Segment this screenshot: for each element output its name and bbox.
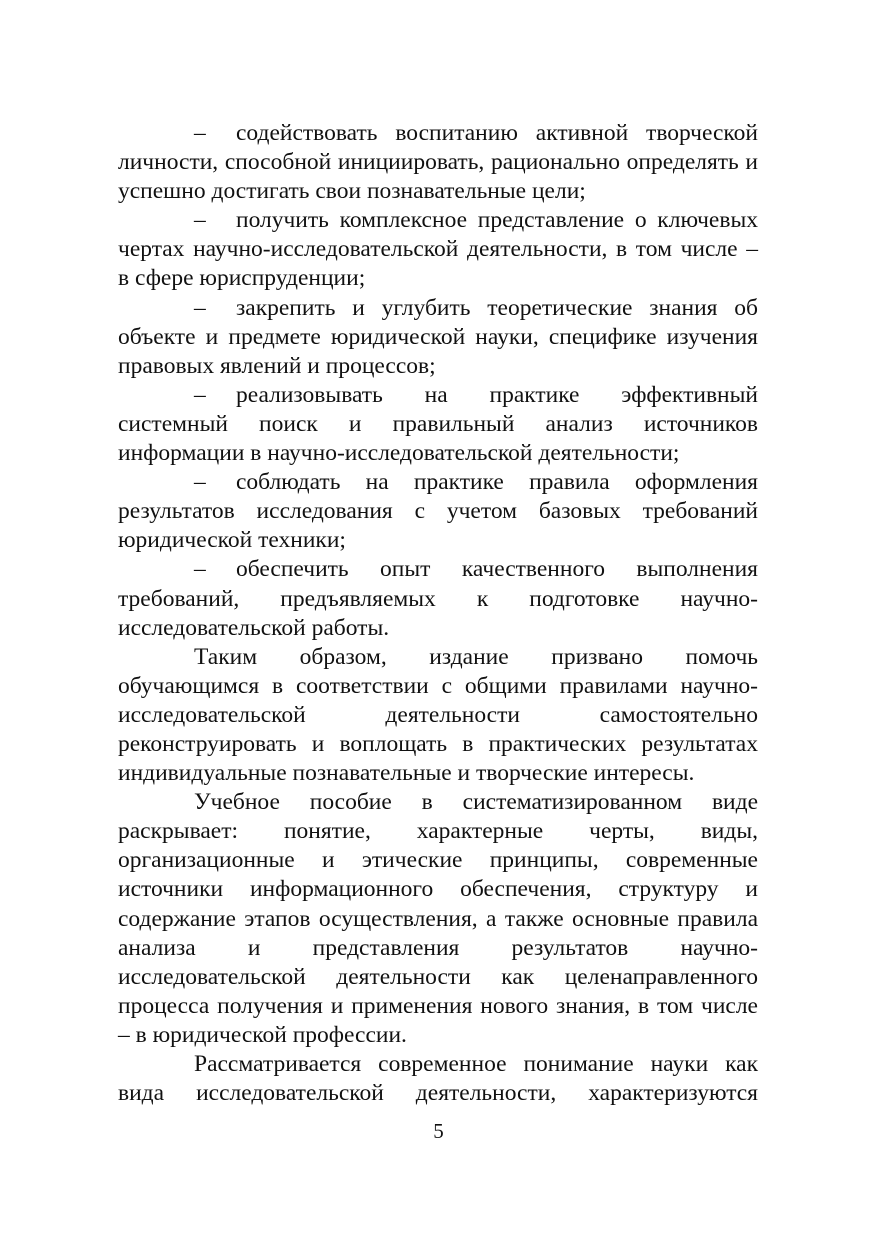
paragraph: Таким образом, издание призвано помочь обучающимся в соответствии с общими правилами научно-исследовательской деятельности самостоятельно реконструировать и воплощать в практических результатах индивидуальные познавательные и творческие интересы.: [118, 643, 758, 787]
bullet-dash: –: [194, 120, 206, 146]
bullet-text: закрепить и углубить теоретические знания об объекте и предмете юридической науки, специфике изучения правовых явлений и процессов;: [118, 294, 758, 379]
body-text: [118, 119, 758, 1108]
bullet-item: [118, 206, 758, 293]
bullet-dash: –: [194, 381, 206, 408]
bullet-dash: –: [194, 207, 206, 234]
bullet-item: [118, 468, 758, 555]
paragraph: Учебное пособие в систематизированном виде раскрывает: понятие, характерные черты, виды, организационные и этические принципы, современные источники информационного обеспечения, структуру и содержание этапов осуществления, а также основные правила анализа и представления результатов научно-исследовательской деятельности как целенаправленного процесса получения и применения нового знания, в том числе – в юридической профессии.: [118, 789, 758, 1048]
bullet-item: [118, 119, 758, 206]
bullet-item: [118, 381, 758, 468]
bullet-dash: –: [194, 556, 206, 583]
page-number: 5: [433, 1119, 444, 1143]
bullet-text: обеспечить опыт качественного выполнения требований, предъявляемых к подготовке научно-исследовательской работы.: [118, 556, 758, 641]
bullet-dash: –: [194, 294, 206, 321]
bullet-item: [118, 294, 758, 381]
bullet-text: получить комплексное представление о ключевых чертах научно-исследовательской деятельности, в том числе – в сфере юриспруденции;: [118, 207, 758, 292]
bullet-text: соблюдать на практике правила оформления результатов исследования с учетом базовых требований юридической техники;: [118, 469, 758, 554]
bullet-dash: –: [194, 469, 206, 496]
bullet-text: содействовать воспитанию активной творческой личности, способной инициировать, рационально определять и успешно достигать свои познавательные цели;: [118, 120, 758, 205]
bullet-text: реализовывать на практике эффективный системный поиск и правильный анализ источников информации в научно-исследовательской деятельности;: [118, 381, 758, 467]
bullet-item: [118, 555, 758, 642]
paragraph: Рассматривается современное понимание науки как вида исследовательской деятельности, характеризуются: [118, 1051, 758, 1107]
